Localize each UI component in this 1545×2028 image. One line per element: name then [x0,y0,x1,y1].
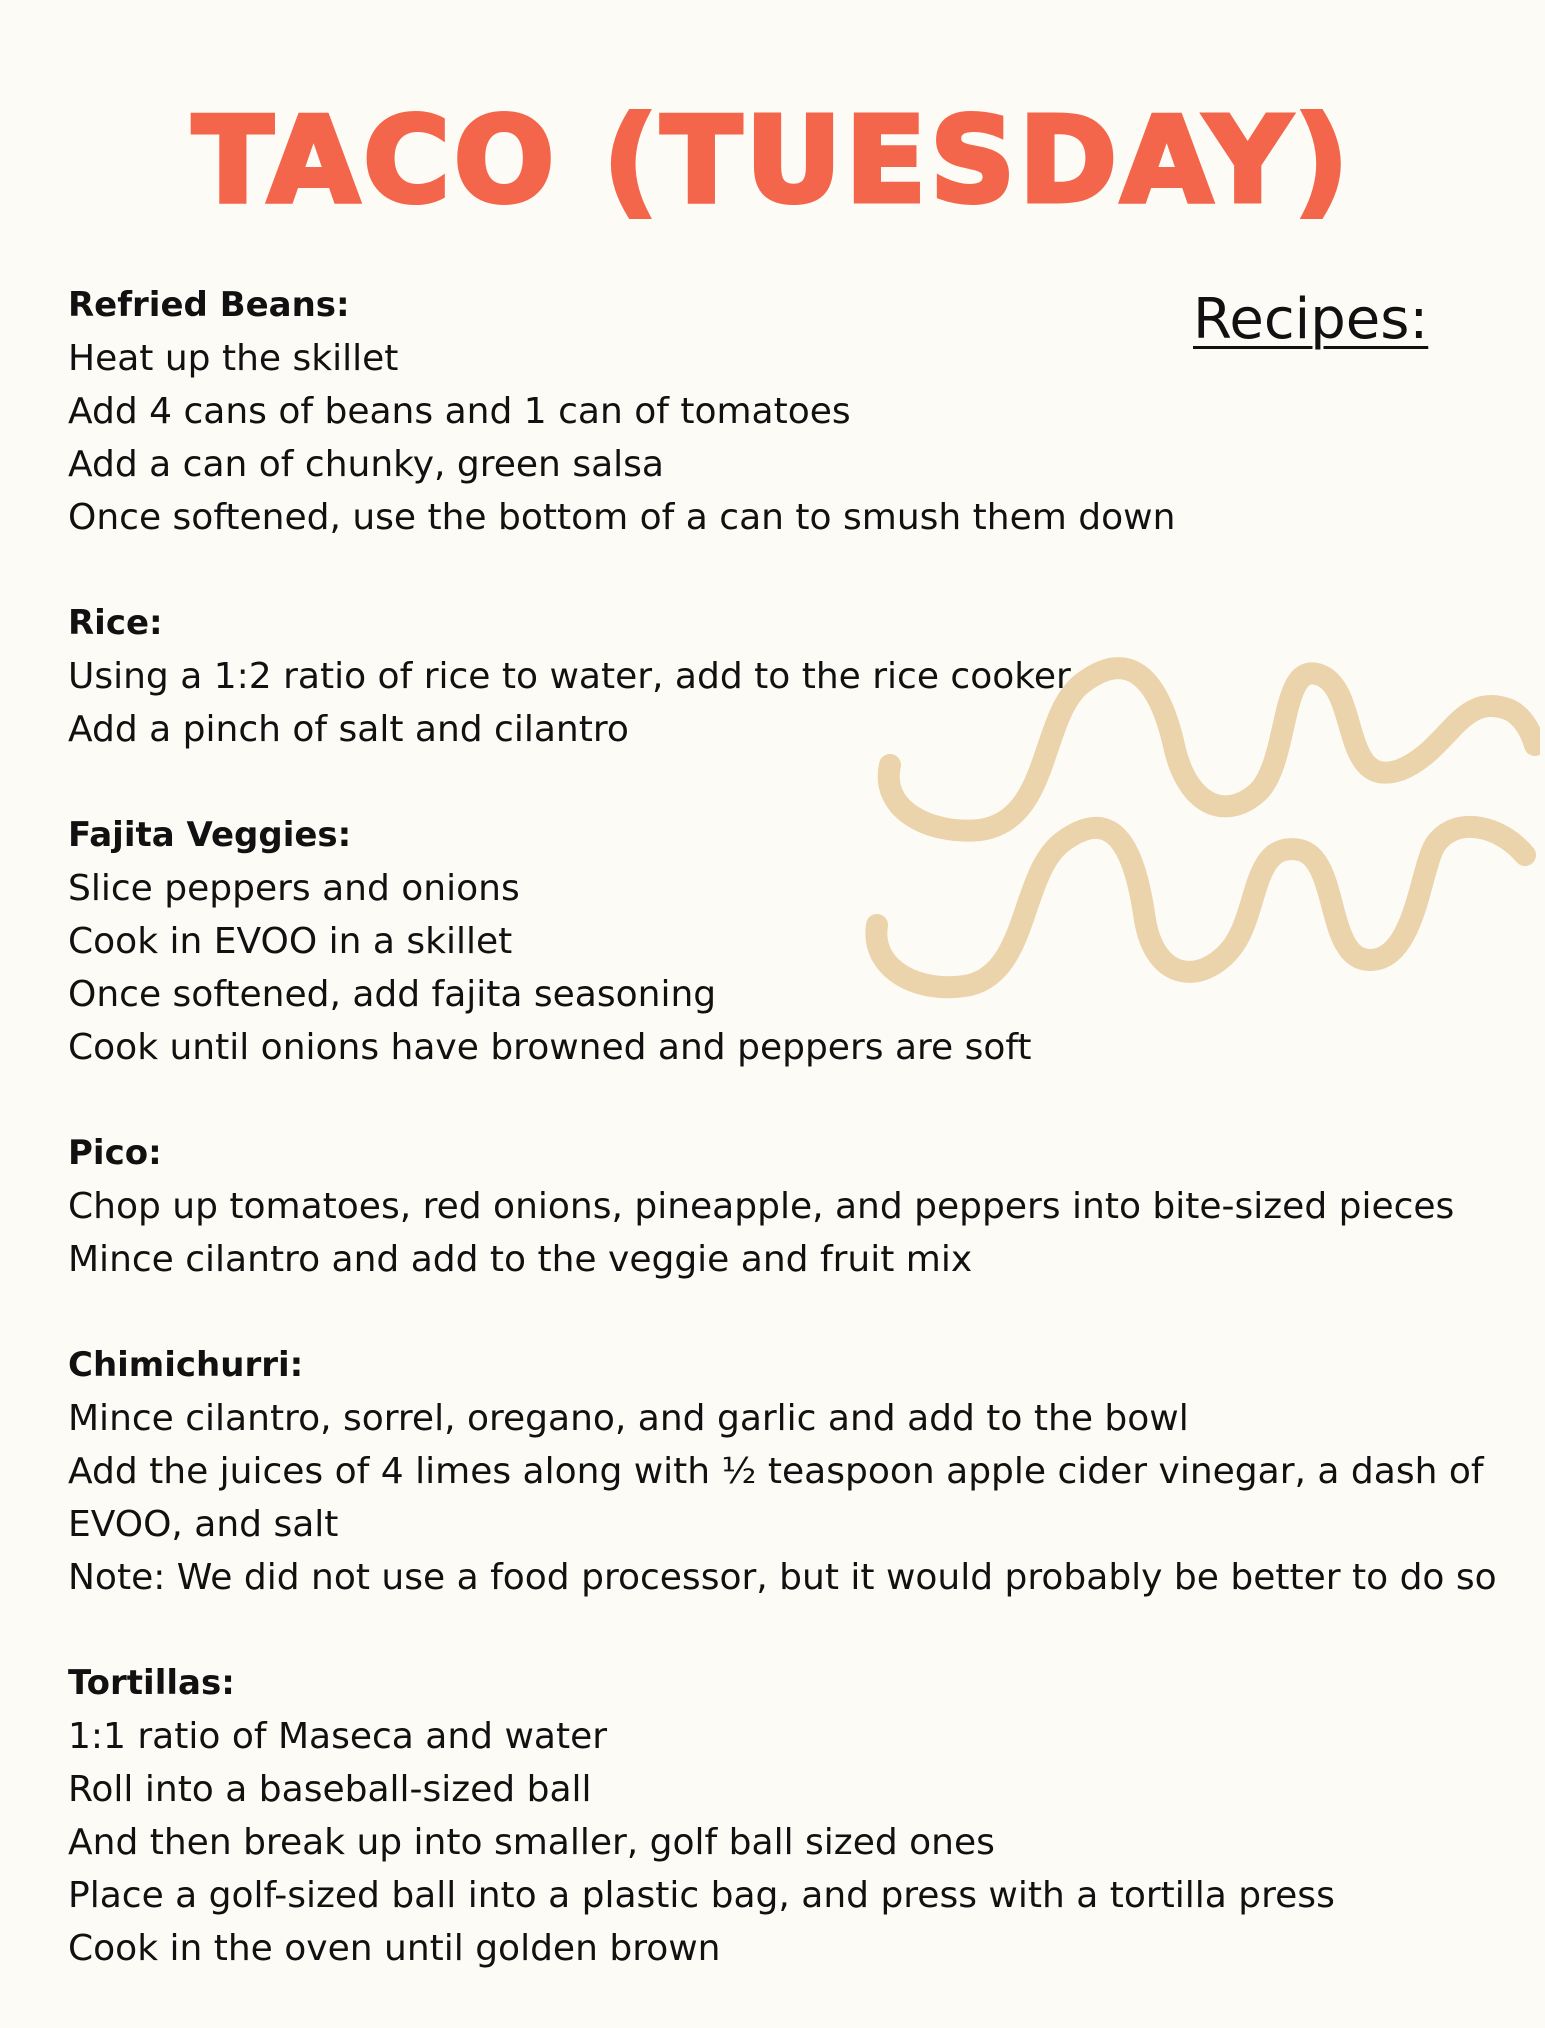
recipe-section-tortillas [68,1657,1538,1975]
recipes-label: Recipes: [1193,287,1429,352]
recipe-step: Cook in EVOO in a skillet [68,921,513,962]
recipe-step: And then break up into smaller, golf ball sized ones [68,1822,995,1863]
recipe-step: Chop up tomatoes, red onions, pineapple, and peppers into bite-sized pieces [68,1186,1455,1227]
recipe-step: Add the juices of 4 limes along with ½ teaspoon apple cider vinegar, a dash of EVOO, and salt [68,1451,1484,1545]
recipe-step: Mince cilantro and add to the veggie and fruit mix [68,1239,973,1280]
section-heading: Refried Beans: [68,285,350,325]
section-heading: Rice: [68,603,163,643]
recipe-step: Add 4 cans of beans and 1 can of tomatoes [68,391,851,432]
recipe-step: Heat up the skillet [68,338,399,379]
recipe-section-chimichurri [68,1339,1538,1604]
section-heading: Chimichurri: [68,1345,304,1385]
recipe-step: Slice peppers and onions [68,868,520,909]
recipe-section-refried-beans [68,279,1538,544]
recipe-step: Cook until onions have browned and peppers are soft [68,1027,1032,1068]
recipe-step: Using a 1:2 ratio of rice to water, add to the rice cooker [68,656,1071,697]
section-heading: Tortillas: [68,1663,235,1703]
recipe-step: Mince cilantro, sorrel, oregano, and garlic and add to the bowl [68,1398,1189,1439]
recipe-section-fajita-veggies [68,809,1538,1074]
recipe-section-rice [68,597,1538,756]
recipe-step: Place a golf-sized ball into a plastic bag, and press with a tortilla press [68,1875,1335,1916]
recipe-step: Add a can of chunky, green salsa [68,444,664,485]
recipe-step: Once softened, use the bottom of a can to smush them down [68,497,1176,538]
section-heading: Pico: [68,1133,162,1173]
page-title: TACO (TUESDAY) [192,91,1353,229]
recipe-step: Once softened, add fajita seasoning [68,974,717,1015]
section-heading: Fajita Veggies: [68,815,352,855]
recipe-section-pico [68,1127,1538,1286]
recipe-step: Cook in the oven until golden brown [68,1928,721,1969]
recipe-step: 1:1 ratio of Maseca and water [68,1716,608,1757]
recipe-step: Note: We did not use a food processor, but it would probably be better to do so [68,1557,1497,1598]
recipe-step: Roll into a baseball-sized ball [68,1769,592,1810]
recipe-step: Add a pinch of salt and cilantro [68,709,629,750]
recipe-list [68,279,1538,2028]
